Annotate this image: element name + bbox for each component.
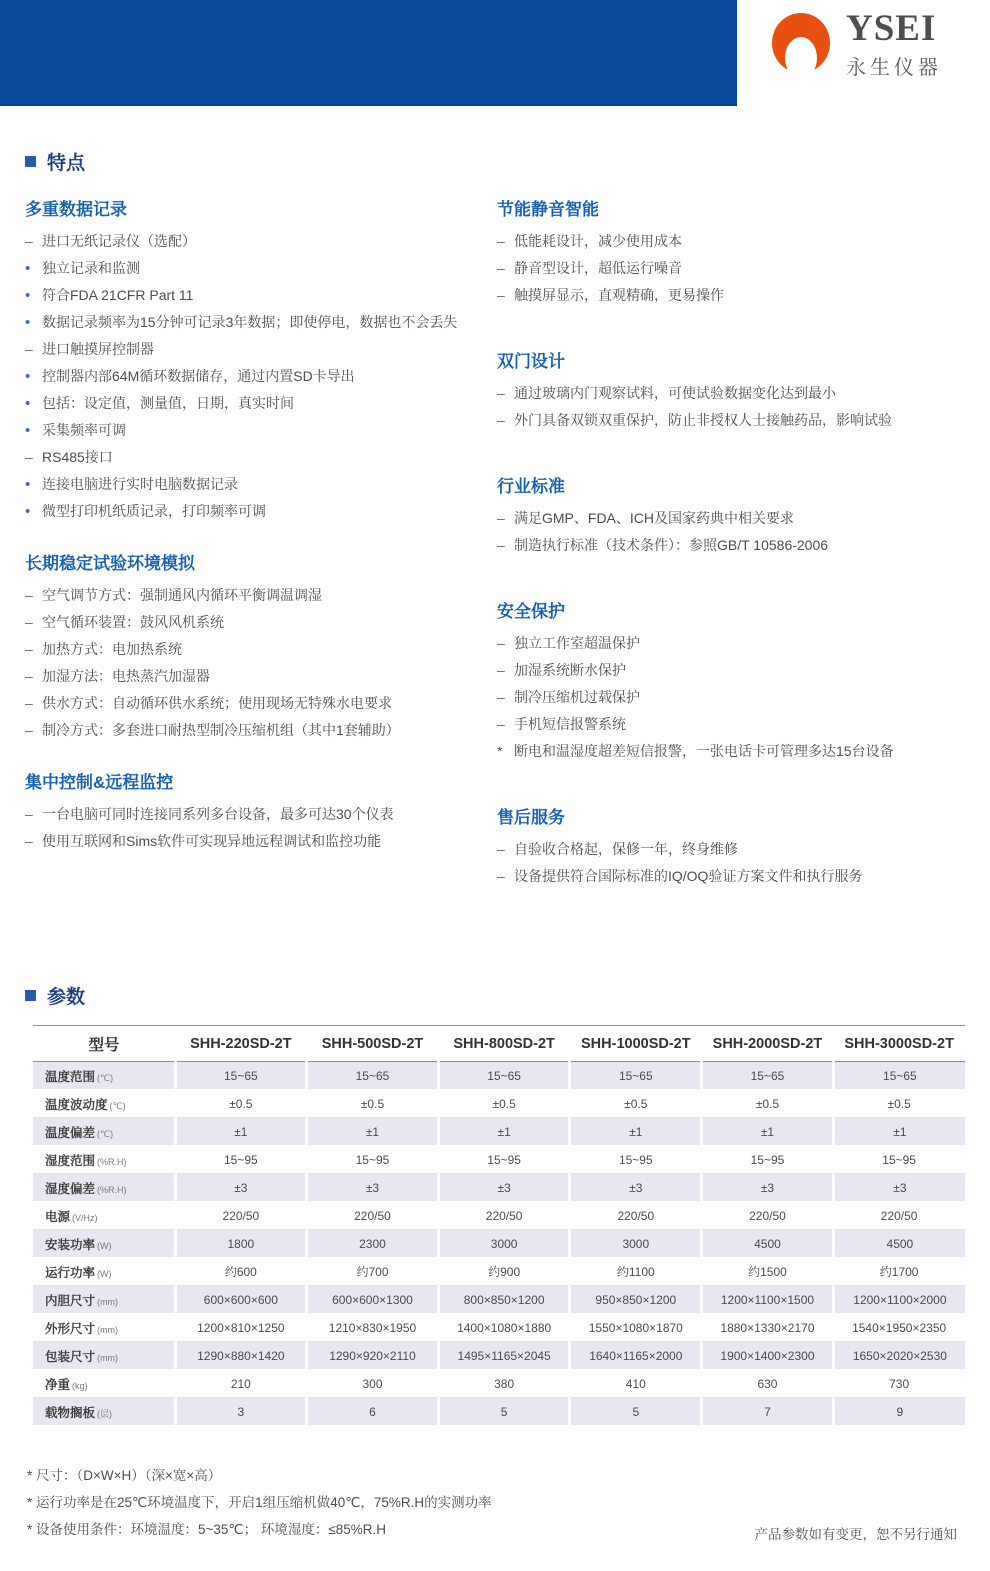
feature-item-text: 进口触摸屏控制器 [42, 341, 154, 357]
table-row [33, 1398, 965, 1426]
feature-item-text: 控制器内部64M循环数据储存，通过内置SD卡导出 [42, 368, 355, 384]
row-label: 外形尺寸 (mm) [33, 1314, 175, 1342]
feature-item [25, 282, 497, 309]
footnote-item: * 尺寸：（D×W×H）（深×宽×高） [27, 1468, 222, 1483]
cell-value: 950×850×1200 [570, 1286, 702, 1314]
feature-item-text: 满足GMP、FDA、ICH及国家药典中相关要求 [514, 510, 794, 526]
feature-group [25, 195, 497, 525]
feature-group [25, 549, 497, 744]
row-unit: (%R.H) [97, 1156, 127, 1167]
cell-value: 约1700 [833, 1258, 965, 1286]
column-header-model: SHH-220SD-2T [175, 1026, 307, 1062]
cell-value: 15~65 [570, 1062, 702, 1090]
feature-item-text: 空气调节方式：强制通风内循环平衡调温调湿 [42, 587, 322, 603]
bullet-marker: – [497, 868, 505, 884]
logo-icon [772, 13, 830, 73]
cell-value: 220/50 [833, 1202, 965, 1230]
bullet-marker: • [25, 260, 31, 277]
feature-columns [25, 195, 965, 928]
row-unit: (%R.H) [97, 1184, 127, 1195]
row-unit: (kg) [72, 1380, 88, 1391]
table-row [33, 1062, 965, 1090]
table-row [33, 1174, 965, 1202]
feature-item-text: 外门具备双锁双重保护，防止非授权人士接触药品，影响试验 [514, 412, 892, 428]
cell-value: ±0.5 [833, 1090, 965, 1118]
feature-item [497, 836, 965, 863]
cell-value: 约900 [438, 1258, 570, 1286]
cell-value: 3000 [570, 1230, 702, 1258]
feature-item-text: 制造执行标准（技术条件）：参照GB/T 10586-2006 [514, 537, 829, 553]
feature-group-title: 节能静音智能 [497, 200, 599, 219]
feature-item-text: 设备提供符合国际标准的IQ/OQ验证方案文件和执行服务 [514, 868, 863, 884]
feature-group-title: 集中控制&远程监控 [25, 773, 174, 792]
bullet-marker: – [25, 587, 33, 603]
spec-table [33, 1025, 965, 1426]
bullet-marker: – [497, 689, 505, 705]
bullet-marker: • [25, 476, 31, 493]
cell-value: ±0.5 [438, 1090, 570, 1118]
cell-value: 15~65 [702, 1062, 834, 1090]
feature-item-text: 加湿系统断水保护 [514, 662, 626, 678]
bullet-marker: – [25, 668, 33, 684]
column-header-model: SHH-3000SD-2T [833, 1026, 965, 1062]
cell-value: 15~95 [438, 1146, 570, 1174]
cell-value: 300 [307, 1370, 439, 1398]
bullet-marker: – [25, 641, 33, 657]
bullet-marker: • [25, 368, 31, 385]
cell-value: ±3 [307, 1174, 439, 1202]
bullet-marker: – [25, 695, 33, 711]
cell-value: 2300 [307, 1230, 439, 1258]
row-unit: (V/Hz) [72, 1212, 98, 1223]
row-label: 内胆尺寸 (mm) [33, 1286, 175, 1314]
bullet-marker: • [25, 287, 31, 304]
feature-item-text: 采集频率可调 [42, 422, 126, 438]
feature-item-text: 手机短信报警系统 [514, 716, 626, 732]
column-header-model: SHH-500SD-2T [307, 1026, 439, 1062]
feature-item [25, 636, 497, 663]
cell-value: 1290×880×1420 [175, 1342, 307, 1370]
row-unit: (℃) [97, 1128, 114, 1139]
column-header-model: SHH-800SD-2T [438, 1026, 570, 1062]
cell-value: ±1 [175, 1118, 307, 1146]
feature-item-text: 包括：设定值，测量值，日期，真实时间 [42, 395, 294, 411]
cell-value: 约1100 [570, 1258, 702, 1286]
cell-value: 730 [833, 1370, 965, 1398]
feature-item-text: 自验收合格起，保修一年，终身维修 [514, 841, 738, 857]
feature-item-text: 断电和温湿度超差短信报警，一张电话卡可管理多达15台设备 [514, 743, 894, 759]
feature-item [497, 863, 965, 890]
cell-value: 1200×1100×2000 [833, 1286, 965, 1314]
cell-value: 210 [175, 1370, 307, 1398]
feature-item [25, 363, 497, 390]
feature-item-text: 低能耗设计，减少使用成本 [514, 233, 682, 249]
feature-group-title: 行业标准 [497, 477, 565, 496]
row-label: 温度偏差 (℃) [33, 1118, 175, 1146]
cell-value: 5 [570, 1398, 702, 1426]
cell-value: ±0.5 [570, 1090, 702, 1118]
row-label: 电源 (V/Hz) [33, 1202, 175, 1230]
feature-item [497, 407, 965, 434]
feature-item-text: 使用互联网和Sims软件可实现异地远程调试和监控功能 [42, 833, 382, 849]
cell-value: 800×850×1200 [438, 1286, 570, 1314]
content [0, 148, 990, 1571]
cell-value: ±1 [570, 1118, 702, 1146]
change-notice: 产品参数如有变更，恕不另行通知 [754, 1527, 957, 1542]
cell-value: 220/50 [702, 1202, 834, 1230]
cell-value: 220/50 [307, 1202, 439, 1230]
bullet-marker: * [497, 743, 503, 759]
cell-value: 1650×2020×2530 [833, 1342, 965, 1370]
feature-item [497, 711, 965, 738]
row-unit: (℃) [109, 1100, 126, 1111]
feature-item [497, 657, 965, 684]
bullet-marker: – [25, 806, 33, 822]
table-row [33, 1090, 965, 1118]
table-header-row [33, 1026, 965, 1062]
feature-group [497, 472, 965, 559]
logo [772, 10, 942, 80]
cell-value: ±3 [438, 1174, 570, 1202]
feature-group [497, 803, 965, 890]
row-label: 载物搁板 (层) [33, 1398, 175, 1426]
feature-item-text: 符合FDA 21CFR Part 11 [42, 287, 194, 303]
feature-item [25, 498, 497, 525]
row-unit: (mm) [97, 1324, 119, 1335]
section-bullet-icon [25, 990, 36, 1001]
feature-item-text: 独立记录和监测 [42, 260, 140, 276]
feature-item [25, 444, 497, 471]
cell-value: 600×600×1300 [307, 1286, 439, 1314]
feature-item [25, 336, 497, 363]
cell-value: 约700 [307, 1258, 439, 1286]
bullet-marker: – [497, 537, 505, 553]
cell-value: 3 [175, 1398, 307, 1426]
logo-text [846, 10, 942, 80]
table-row [33, 1230, 965, 1258]
row-label: 温度范围 (℃) [33, 1062, 175, 1090]
brand-name: YSEI [846, 8, 937, 49]
feature-item-text: 空气循环装置：鼓风风机系统 [42, 614, 224, 630]
header [0, 0, 990, 106]
cell-value: ±3 [570, 1174, 702, 1202]
row-label: 安装功率 (W) [33, 1230, 175, 1258]
feature-item-text: 独立工作室超温保护 [514, 635, 640, 651]
table-row [33, 1342, 965, 1370]
table-row [33, 1286, 965, 1314]
table-row [33, 1118, 965, 1146]
bullet-marker: – [25, 833, 33, 849]
cell-value: 7 [702, 1398, 834, 1426]
feature-group [25, 768, 497, 855]
features-section-title [25, 148, 965, 175]
footnote-item: * 运行功率是在25℃环境温度下，开启1组压缩机做40℃，75%R.H的实测功率 [27, 1495, 492, 1510]
cell-value: 1800 [175, 1230, 307, 1258]
feature-column-right [497, 195, 965, 928]
feature-item [497, 532, 965, 559]
feature-group-title: 双门设计 [497, 352, 565, 371]
feature-item [497, 255, 965, 282]
cell-value: ±1 [307, 1118, 439, 1146]
feature-item-text: RS485接口 [42, 449, 113, 465]
table-row [33, 1146, 965, 1174]
cell-value: 15~95 [175, 1146, 307, 1174]
cell-value: ±0.5 [307, 1090, 439, 1118]
bullet-marker: – [497, 716, 505, 732]
section-bullet-icon [25, 156, 36, 167]
cell-value: 约600 [175, 1258, 307, 1286]
feature-group-title: 售后服务 [497, 808, 565, 827]
table-row [33, 1202, 965, 1230]
feature-column-left [25, 195, 497, 928]
feature-group-title: 长期稳定试验环境模拟 [25, 554, 195, 573]
feature-item-text: 微型打印机纸质记录，打印频率可调 [42, 503, 266, 519]
cell-value: 410 [570, 1370, 702, 1398]
cell-value: 1210×830×1950 [307, 1314, 439, 1342]
brand-name-cn: 永生仪器 [846, 57, 942, 79]
cell-value: ±1 [702, 1118, 834, 1146]
feature-item-text: 通过玻璃内门观察试料，可使试验数据变化达到最小 [514, 385, 836, 401]
bullet-marker: – [497, 287, 505, 303]
brand-blue-bar [0, 0, 737, 106]
bullet-marker: – [25, 449, 33, 465]
cell-value: 15~65 [833, 1062, 965, 1090]
bullet-marker: • [25, 422, 31, 439]
bullet-marker: – [497, 385, 505, 401]
cell-value: ±0.5 [175, 1090, 307, 1118]
feature-item-text: 制冷方式：多套进口耐热型制冷压缩机组（其中1套辅助） [42, 722, 400, 738]
footnotes-area [27, 1462, 965, 1571]
cell-value: 4500 [833, 1230, 965, 1258]
cell-value: 约1500 [702, 1258, 834, 1286]
feature-item-text: 连接电脑进行实时电脑数据记录 [42, 476, 238, 492]
cell-value: 15~65 [438, 1062, 570, 1090]
bullet-marker: • [25, 503, 31, 520]
cell-value: 380 [438, 1370, 570, 1398]
cell-value: ±1 [833, 1118, 965, 1146]
cell-value: 1900×1400×2300 [702, 1342, 834, 1370]
row-unit: (mm) [97, 1296, 119, 1307]
cell-value: ±3 [833, 1174, 965, 1202]
row-unit: (mm) [97, 1352, 119, 1363]
feature-item [25, 717, 497, 744]
cell-value: 1200×810×1250 [175, 1314, 307, 1342]
row-label: 包装尺寸 (mm) [33, 1342, 175, 1370]
feature-group-title: 安全保护 [497, 602, 565, 621]
bullet-marker: – [497, 412, 505, 428]
bullet-marker: – [25, 614, 33, 630]
feature-item-text: 加湿方法：电热蒸汽加湿器 [42, 668, 210, 684]
bullet-marker: • [25, 395, 31, 412]
feature-item [25, 471, 497, 498]
cell-value: 1290×920×2110 [307, 1342, 439, 1370]
cell-value: 220/50 [175, 1202, 307, 1230]
feature-group [497, 597, 965, 765]
cell-value: 1540×1950×2350 [833, 1314, 965, 1342]
cell-value: 3000 [438, 1230, 570, 1258]
row-unit: (℃) [97, 1072, 114, 1083]
feature-item [497, 684, 965, 711]
feature-item [25, 690, 497, 717]
cell-value: 15~65 [175, 1062, 307, 1090]
params-title-text: 参数 [47, 987, 86, 1008]
feature-item-text: 进口无纸记录仪（选配） [42, 233, 196, 249]
params-section-title [25, 982, 965, 1009]
cell-value: ±3 [702, 1174, 834, 1202]
row-unit: (W) [97, 1240, 112, 1251]
features-title-text: 特点 [47, 153, 86, 174]
cell-value: 1200×1100×1500 [702, 1286, 834, 1314]
feature-group-title: 多重数据记录 [25, 200, 127, 219]
cell-value: 1495×1165×2045 [438, 1342, 570, 1370]
feature-item [497, 380, 965, 407]
table-row [33, 1314, 965, 1342]
feature-item [497, 738, 965, 765]
feature-item-text: 一台电脑可同时连接同系列多台设备，最多可达30个仪表 [42, 806, 394, 822]
cell-value: ±1 [438, 1118, 570, 1146]
bullet-marker: – [497, 260, 505, 276]
feature-item [25, 828, 497, 855]
feature-item [25, 228, 497, 255]
cell-value: 220/50 [438, 1202, 570, 1230]
feature-item [25, 609, 497, 636]
cell-value: 1880×1330×2170 [702, 1314, 834, 1342]
bullet-marker: – [497, 233, 505, 249]
feature-item [497, 630, 965, 657]
feature-item [25, 390, 497, 417]
cell-value: 15~95 [833, 1146, 965, 1174]
cell-value: 15~65 [307, 1062, 439, 1090]
cell-value: 9 [833, 1398, 965, 1426]
row-label: 湿度偏差 (%R.H) [33, 1174, 175, 1202]
column-header-model: SHH-1000SD-2T [570, 1026, 702, 1062]
cell-value: 1640×1165×2000 [570, 1342, 702, 1370]
feature-item-text: 静音型设计，超低运行噪音 [514, 260, 682, 276]
cell-value: 6 [307, 1398, 439, 1426]
feature-item-text: 加热方式：电加热系统 [42, 641, 182, 657]
feature-item [497, 505, 965, 532]
feature-item [25, 663, 497, 690]
feature-item [25, 417, 497, 444]
row-label: 湿度范围 (%R.H) [33, 1146, 175, 1174]
row-label: 温度波动度 (℃) [33, 1090, 175, 1118]
bullet-marker: • [25, 314, 31, 331]
cell-value: 1550×1080×1870 [570, 1314, 702, 1342]
feature-item [497, 282, 965, 309]
feature-item [25, 582, 497, 609]
cell-value: 15~95 [307, 1146, 439, 1174]
row-unit: (W) [97, 1268, 112, 1279]
feature-item-text: 触摸屏显示，直观精确，更易操作 [514, 287, 724, 303]
bullet-marker: – [25, 341, 33, 357]
cell-value: 15~95 [570, 1146, 702, 1174]
bullet-marker: – [497, 635, 505, 651]
feature-item [25, 801, 497, 828]
bullet-marker: – [497, 510, 505, 526]
bullet-marker: – [25, 722, 33, 738]
column-header-model-label: 型号 [33, 1026, 175, 1062]
row-label: 运行功率 (W) [33, 1258, 175, 1286]
cell-value: ±0.5 [702, 1090, 834, 1118]
bullet-marker: – [25, 233, 33, 249]
feature-group [497, 195, 965, 309]
cell-value: 4500 [702, 1230, 834, 1258]
footnote-item: * 设备使用条件：环境温度：5~35℃； 环境湿度：≤85%R.H [27, 1522, 387, 1537]
feature-item [25, 255, 497, 282]
cell-value: ±3 [175, 1174, 307, 1202]
feature-item-text: 数据记录频率为15分钟可记录3年数据；即使停电，数据也不会丢失 [42, 314, 458, 330]
cell-value: 15~95 [702, 1146, 834, 1174]
column-header-model: SHH-2000SD-2T [702, 1026, 834, 1062]
row-label: 净重 (kg) [33, 1370, 175, 1398]
feature-group [497, 347, 965, 434]
cell-value: 630 [702, 1370, 834, 1398]
cell-value: 5 [438, 1398, 570, 1426]
table-row [33, 1258, 965, 1286]
feature-item [497, 228, 965, 255]
cell-value: 1400×1080×1880 [438, 1314, 570, 1342]
cell-value: 220/50 [570, 1202, 702, 1230]
cell-value: 600×600×600 [175, 1286, 307, 1314]
feature-item [25, 309, 497, 336]
bullet-marker: – [497, 662, 505, 678]
feature-item-text: 供水方式：自动循环供水系统；使用现场无特殊水电要求 [42, 695, 392, 711]
feature-item-text: 制冷压缩机过载保护 [514, 689, 640, 705]
table-row [33, 1370, 965, 1398]
bullet-marker: – [497, 841, 505, 857]
row-unit: (层) [97, 1408, 113, 1419]
